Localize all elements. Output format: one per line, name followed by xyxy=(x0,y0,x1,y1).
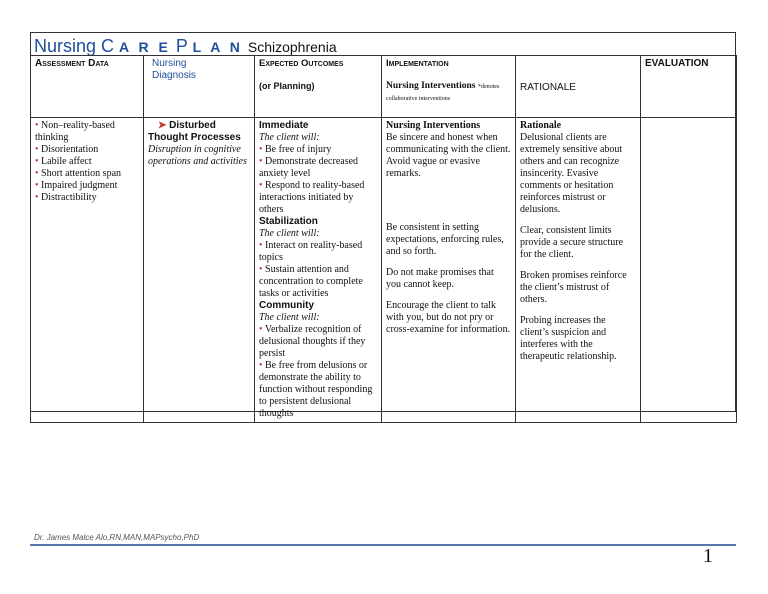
title-topic: Schizophrenia xyxy=(247,39,337,55)
assessment-item: • Non–reality-based thinking xyxy=(35,120,115,143)
diagnosis-cell xyxy=(144,118,255,423)
evaluation-cell xyxy=(641,118,737,423)
diagnosis-desc: Disruption in cognitive operations and activities xyxy=(148,144,247,167)
content-row xyxy=(31,118,737,423)
title-lan: L A N xyxy=(192,39,243,55)
assessment-item: • Labile affect xyxy=(35,156,92,167)
implementation-header: Implementation Nursing Interventions *denotes collaborative interventions xyxy=(382,56,516,118)
rationale-label: Rationale xyxy=(520,120,562,131)
rationale-item: Delusional clients are extremely sensitive about others and can recognize insincerity. Evasive comments or hesitation reinforces mistrust or delusions. xyxy=(520,132,623,215)
footer-author: Dr. James Malce Alo,RN,MAN,MAPsycho,PhD xyxy=(34,533,200,542)
evaluation-header: EVALUATION xyxy=(641,56,737,118)
intervention-item: Be consistent in setting expectations, enforcing rules, and so forth. xyxy=(386,222,504,257)
diagnosis-title: ➤ Disturbed Thought Processes xyxy=(148,120,241,143)
title-p: P xyxy=(175,36,188,56)
care-plan-table xyxy=(30,55,737,423)
outcome-item: • Respond to reality-based interactions initiated by others xyxy=(259,180,365,215)
outcome-item: • Demonstrate decreased anxiety level xyxy=(259,156,359,179)
outcomes-cell xyxy=(255,118,382,423)
interventions-cell xyxy=(382,118,516,423)
outcome-item: • Interact on reality-based topics xyxy=(259,240,363,263)
expected-outcomes-header: Expected Outcomes (or Planning) xyxy=(255,56,382,118)
rationale-cell xyxy=(516,118,641,423)
community-label: Community xyxy=(259,300,314,311)
header-row xyxy=(31,56,737,118)
arrow-icon: ➤ xyxy=(158,120,167,131)
footer-rule xyxy=(30,544,736,546)
outcome-item: • Verbalize recognition of delusional thoughts if they persist xyxy=(259,324,366,359)
outcome-item: • Be free of injury xyxy=(259,144,332,155)
outcome-item: • Sustain attention and concentration to complete tasks or activities xyxy=(259,264,363,299)
client-will-label: The client will: xyxy=(259,312,320,323)
assessment-header: Assessment Data xyxy=(31,56,144,118)
stabilization-label: Stabilization xyxy=(259,216,318,227)
client-will-label: The client will: xyxy=(259,132,320,143)
intervention-item: Be sincere and honest when communicating with the client. Avoid vague or evasive remarks. xyxy=(386,132,511,179)
assessment-item: • Distractibility xyxy=(35,192,97,203)
interventions-label: Nursing Interventions xyxy=(386,120,481,131)
title-are: A R E xyxy=(119,39,171,55)
rationale-header: RATIONALE xyxy=(516,56,641,118)
intervention-item: Encourage the client to talk with you, but do not pry or cross-examine for information. xyxy=(386,300,511,335)
title-nursing-c: Nursing C xyxy=(34,36,115,56)
immediate-label: Immediate xyxy=(259,120,309,131)
outcome-item: • Be free from delusions or demonstrate the ability to function without responding to persistent delusional thoughts xyxy=(259,360,373,419)
rationale-item: Broken promises reinforce the client’s mistrust of others. xyxy=(520,270,627,305)
rationale-item: Probing increases the client’s suspicion and interferes with the therapeutic relationship. xyxy=(520,315,617,362)
nursing-diagnosis-header: Nursing Diagnosis xyxy=(144,56,255,118)
page-title xyxy=(34,36,337,57)
rationale-item: Clear, consistent limits provide a secure structure for the client. xyxy=(520,225,624,260)
assessment-item: • Disorientation xyxy=(35,144,99,155)
page-number: 1 xyxy=(703,545,713,567)
assessment-item: • Short attention span xyxy=(35,168,122,179)
assessment-item: • Impaired judgment xyxy=(35,180,118,191)
intervention-item: Do not make promises that you cannot keep. xyxy=(386,267,494,290)
assessment-cell xyxy=(31,118,144,423)
client-will-label: The client will: xyxy=(259,228,320,239)
